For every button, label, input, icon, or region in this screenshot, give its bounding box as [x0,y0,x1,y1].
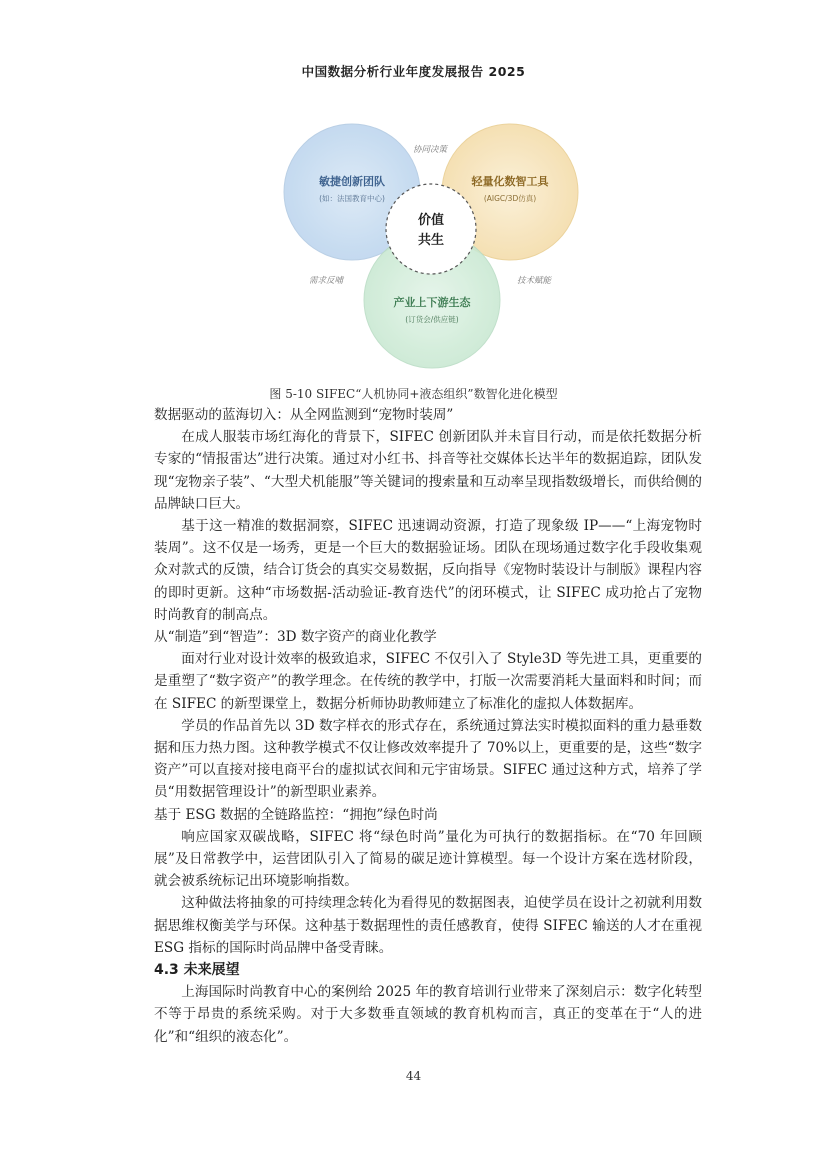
paragraph-5: 响应国家双碳战略，SIFEC 将“绿色时尚”量化为可执行的数据指标。在“70 年回顾展”及日常教学中，运营团队引入了简易的碳足迹计算模型。每一个设计方案在选材阶段，就会被系统标记出环境影响指数。 [154,828,702,890]
subheading-3: 基于 ESG 数据的全链路监控：“拥抱”绿色时尚 [154,806,438,823]
relation-label-top: 协同决策 [412,145,448,155]
paragraph-1: 在成人服装市场红海化的背景下，SIFEC 创新团队并未盲目行动，而是依托数据分析专家的“情报雷达”进行决策。通过对小红书、抖音等社交媒体长达半年的数据追踪，团队发现“宠物亲子装”、“大型犬机能服”等关键词的搜索量和互动率呈现指数级增长，而供给侧的品牌缺口巨大。 [154,429,702,512]
paragraph-2: 基于这一精准的数据洞察，SIFEC 迅速调动资源，打造了现象级 IP——“上海宠物时装周”。这不仅是一场秀，更是一个巨大的数据验证场。团队在现场通过数字化手段收集观众对款式的反馈，结合订货会的真实交易数据，反向指导《宠物时装设计与制版》课程内容的即时更新。这种“市场数据-活动验证-教育迭代”的闭环模式，让 SIFEC 成功抢占了宠物时尚教育的制高点。 [154,518,702,623]
paragraph-7: 上海国际时尚教育中心的案例给 2025 年的教育培训行业带来了深刻启示：数字化转型不等于昂贵的系统采购。对于大多数垂直领域的教育机构而言，真正的变革在于“人的进化”和“组织的液态化”。 [154,984,702,1045]
circle-left-title: 敏捷创新团队 [319,175,385,188]
relation-label-right: 技术赋能 [516,276,552,286]
running-header: 中国数据分析行业年度发展报告 2025 [301,64,526,79]
page-number: 44 [405,1069,422,1083]
circle-right-sub: (AIGC/3D仿真) [483,194,537,203]
circle-bottom-title: 产业上下游生态 [393,296,471,309]
circle-right-title: 轻量化数智工具 [471,175,549,188]
circle-left-sub: (如：法国教育中心) [319,194,385,203]
paragraph-4: 学员的作品首先以 3D 数字样衣的形式存在，系统通过算法实时模拟面料的重力悬垂数据和压力热力图。这种教学模式不仅让修改效率提升了 70%以上，更重要的是，这些“数字资产”可以直接对接电商平台的虚拟试衣间和元宇宙场景。SIFEC 通过这种方式，培养了学员“用数据管理设计”的新型职业素养。 [154,717,702,801]
paragraph-3: 面对行业对设计效率的极致追求，SIFEC 不仅引入了 Style3D 等先进工具，更重要的是重塑了“数字资产”的教学理念。在传统的教学中，打版一次需要消耗大量面料和时间；而在 SIFEC 的新型课堂上，数据分析师协助教师建立了标准化的虚拟人体数据库。 [154,651,702,712]
paragraph-6: 这种做法将抽象的可持续理念转化为看得见的数据图表，迫使学员在设计之初就利用数据思维权衡美学与环保。这种基于数据理性的责任感教育，使得 SIFEC 输送的人才在重视 ESG 指标的国际时尚品牌中备受青睐。 [154,895,702,956]
venn-diagram [270,120,590,370]
center-label-2: 共生 [417,233,445,248]
body-text [154,404,702,1048]
center-label-1: 价值 [417,213,445,228]
center-dashed-circle [386,184,476,274]
circle-bottom-sub: (订货会/供应链) [405,315,459,324]
figure-caption: 图 5-10 SIFEC“人机协同+液态组织”数智化进化模型 [269,387,558,401]
subheading-1: 数据驱动的蓝海切入：从全网监测到“宠物时装周” [154,407,454,423]
relation-label-left: 需求反哺 [308,276,344,286]
subheading-2: 从“制造”到“智造”：3D 数字资产的商业化教学 [154,629,437,646]
section-heading: 4.3 未来展望 [154,962,240,979]
